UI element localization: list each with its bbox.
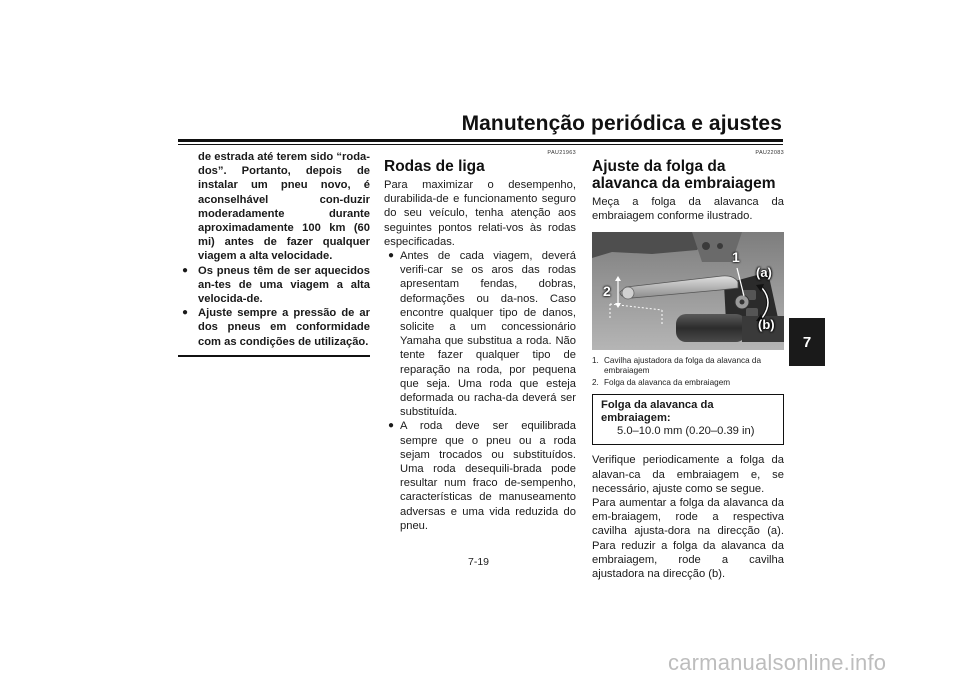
page-header-title: Manutenção periódica e ajustes <box>461 112 782 135</box>
adjust-paragraph: Para aumentar a folga da alavanca da em-braiagem, rode a respectiva cavilha ajusta-dora na direcção (a). Para reduzir a folga da alavanca da embraiagem, rode a cavilha ajustadora na direcção (b). <box>592 497 784 581</box>
warning-continuation: de estrada até terem sido “roda-dos”. Portanto, depois de instalar um pneu novo, é aconselhável con-duzir moderadamente durante aproximadamente 100 km (60 mi) antes de fazer qualquer viagem a alta velocidade. <box>198 151 370 263</box>
bullet-icon: ● <box>388 250 395 262</box>
warning-bullet <box>178 306 370 349</box>
warning-bullet-text: Ajuste sempre a pressão de ar dos pneus em conformidade com as condições de utilização. <box>198 307 370 348</box>
clutch-lever-figure <box>592 232 784 350</box>
caption-number: 2. <box>592 378 599 388</box>
clutch-lever-illustration <box>592 232 784 350</box>
section-heading: Rodas de liga <box>384 158 485 175</box>
bullet-icon: ● <box>182 307 189 319</box>
column-right <box>592 150 784 581</box>
section-heading: Ajuste da folga da alavanca da embraiagem <box>592 158 776 192</box>
figure-label-2: 2 <box>603 283 611 300</box>
wheel-bullet <box>384 419 576 533</box>
figure-label-b: (b) <box>758 317 775 333</box>
wheel-bullet-text: A roda deve ser equilibrada sempre que o pneu ou a roda sejam trocados ou substituídos. Uma roda desequili-brada pode resultar num fraco de-sempenho, características de manuseamento adversas e uma vida reduzida do pneu. <box>400 420 576 532</box>
watermark: carmanualsonline.info <box>668 650 887 675</box>
column-middle <box>384 150 576 533</box>
caption-number: 1. <box>592 356 599 366</box>
warning-bullet-text: Os pneus têm de ser aquecidos an-tes de uma viagem a alta velocida-de. <box>198 264 370 306</box>
adjust-paragraph: Verifique periodicamente a folga da alavan-ca da embraiagem e, se necessário, ajuste como se segue. <box>592 454 784 495</box>
wheel-bullet-text: Antes de cada viagem, deverá verifi-car se os aros das rodas apresentam fendas, dobras, deformações ou da-nos. Caso encontre qualquer tipo de danos, solicite a um concessionário Yamaha que substitua a roda. Não tente fazer qualquer tipo de reparação na roda, por pequena que seja. Uma roda que esteja deformada ou racha-da deverá ser substituída. <box>400 250 576 419</box>
figure-label-1: 1 <box>732 249 740 266</box>
warning-end-rule <box>178 355 370 357</box>
section-intro: Meça a folga da alavanca da embraiagem conforme ilustrado. <box>592 196 784 223</box>
spec-label: Folga da alavanca da embraiagem: <box>601 399 714 425</box>
chapter-tab[interactable]: 7 <box>789 318 825 366</box>
section-intro: Para maximizar o desempenho, durabilida-de e funcionamento seguro do seu veículo, tenha atenção aos seguintes pontos relati-vos às rodas especificadas. <box>384 179 576 248</box>
wheel-bullet <box>384 249 576 419</box>
bullet-icon: ● <box>388 420 395 432</box>
bullet-icon: ● <box>182 264 189 276</box>
figure-label-a: (a) <box>756 265 772 281</box>
column-left <box>178 150 370 357</box>
spec-value: 5.0–10.0 mm (0.20–0.39 in) <box>617 425 755 438</box>
figure-captions <box>592 356 784 388</box>
page-number: 7-19 <box>468 556 490 568</box>
specification-box <box>592 394 784 445</box>
section-code: PAU21963 <box>547 150 576 156</box>
caption-text: Folga da alavanca da embraiagem <box>604 378 731 388</box>
header-rule-thin <box>178 144 783 145</box>
caption-text: Cavilha ajustadora da folga da alavanca da embraiagem <box>604 356 762 376</box>
caption-item <box>592 378 784 388</box>
section-code: PAU22083 <box>755 150 784 156</box>
caption-item <box>592 356 784 376</box>
header-rule <box>178 139 783 142</box>
warning-bullet <box>178 264 370 307</box>
